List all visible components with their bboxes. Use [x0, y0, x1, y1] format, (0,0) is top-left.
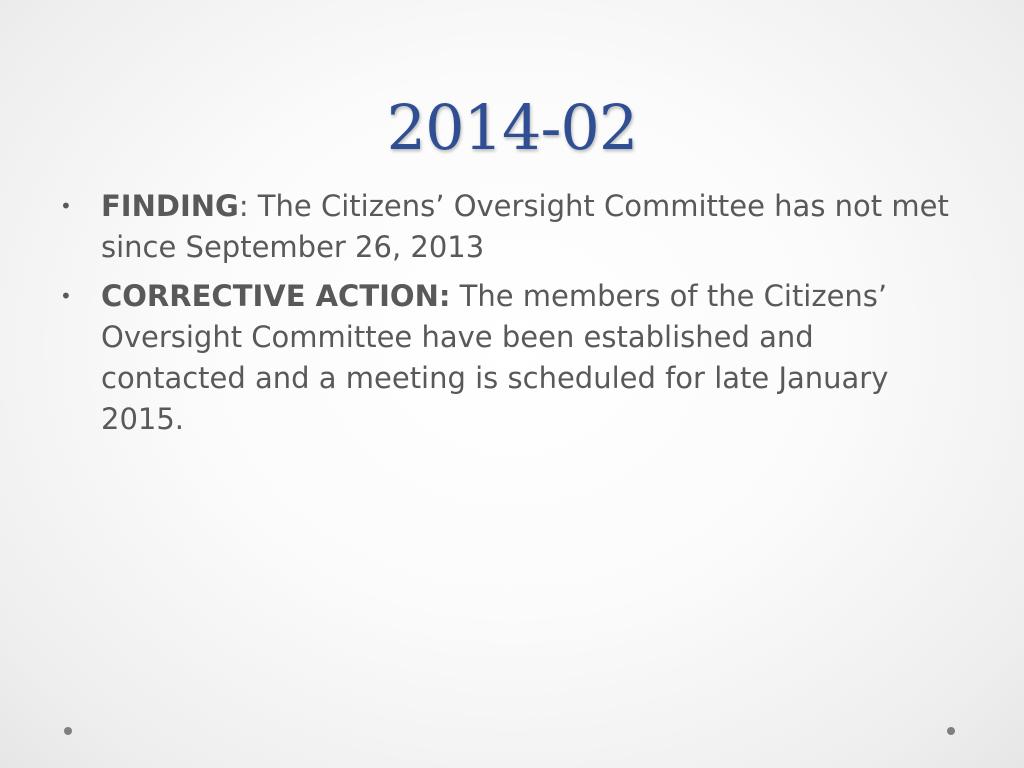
bullet-text: The Citizens’ Oversight Committee has not met since September 26, 2013 — [101, 189, 949, 264]
bullet-label-separator: : — [238, 189, 249, 223]
bullet-label: FINDING — [101, 189, 239, 223]
bullet-item-finding — [60, 186, 960, 268]
bullet-marker: • — [60, 284, 72, 308]
slide-title: 2014-02 — [386, 91, 638, 164]
bullet-label: CORRECTIVE ACTION: — [101, 279, 451, 313]
corner-dot-right — [947, 727, 955, 735]
bullet-marker: • — [60, 194, 72, 218]
bullet-item-corrective-action — [60, 276, 960, 440]
corner-dot-left — [64, 727, 72, 735]
bullet-text: The members of the Citizens’ Oversight Committee have been established and contacted and a meeting is scheduled for late January 2015. — [101, 279, 889, 436]
bullet-list — [60, 186, 960, 448]
